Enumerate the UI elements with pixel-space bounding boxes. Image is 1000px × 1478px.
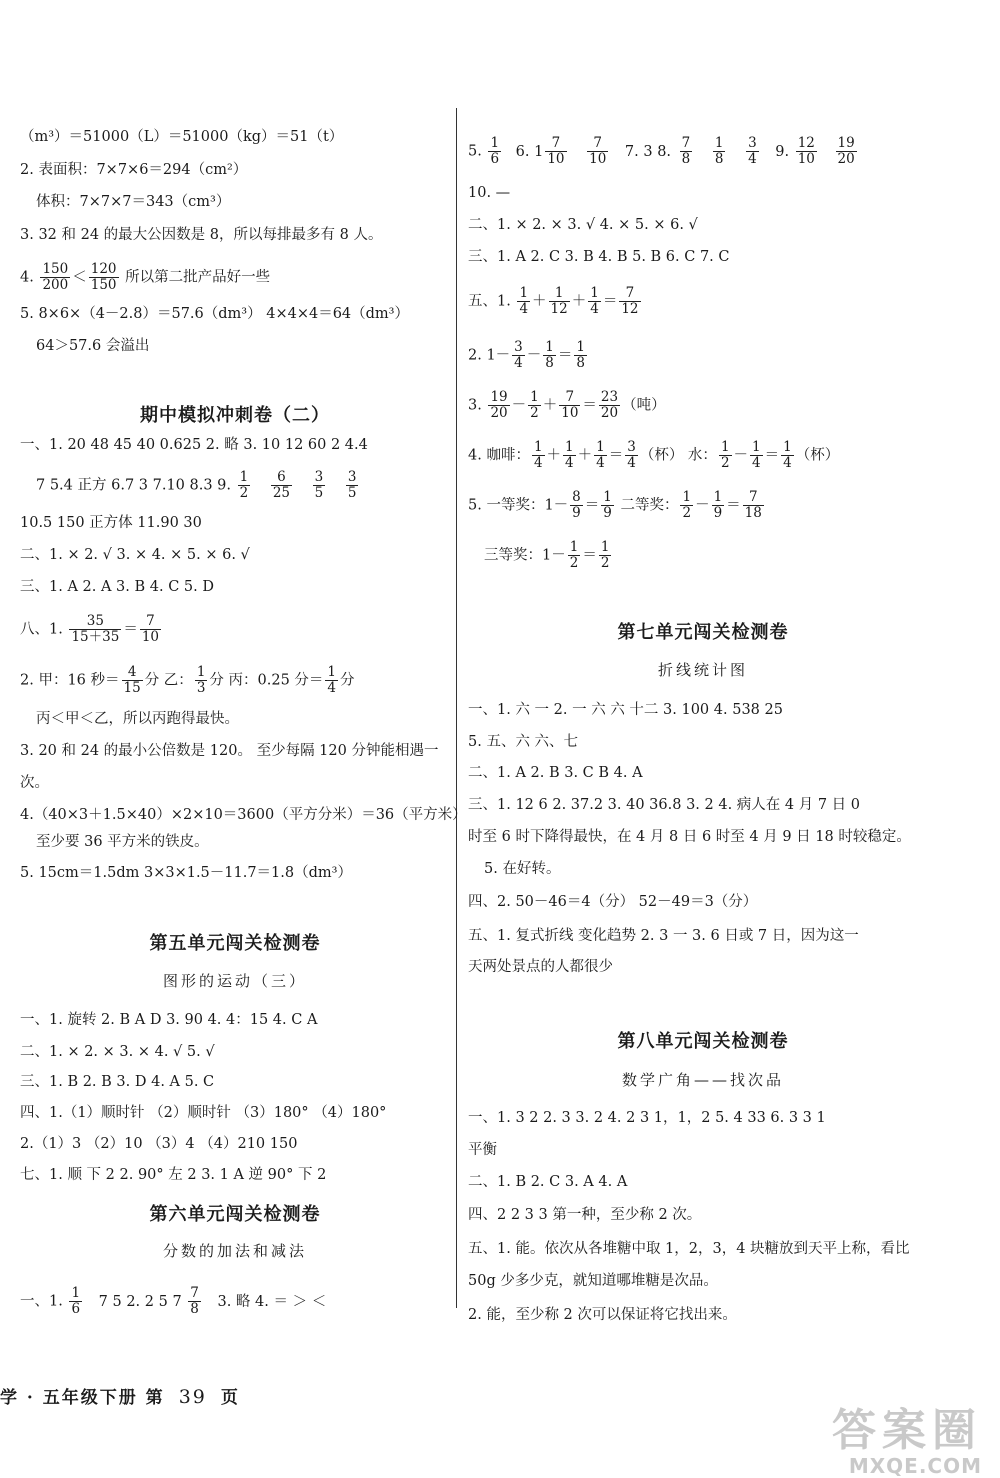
fraction: $\frac{1}{8}$ [714,135,724,167]
answer-line: 一、1. 3 2 2. 3 3. 2 4. 2 3 1，1，2 5. 4 33 6. 3 3 1 [468,1110,826,1126]
answer-line-frac: 3. $\frac{19}{20}$ － $\frac{1}{2}$ ＋ $\frac{7}{10}$ ＝ $\frac{23}{20}$ （吨） [468,389,666,421]
fraction: $\frac{3}{5}$ [314,469,324,501]
page-number: 39 [178,1386,207,1408]
fraction: $\frac{150}{200}$ [42,261,69,293]
answer-line: 2.（1）3 （2）10 （3）4 （4）210 150 [20,1136,298,1152]
answer-line-frac: 5. 一等奖：1－ $\frac{8}{9}$ ＝ $\frac{1}{9}$ 二等奖： $\frac{1}{2}$ － $\frac{1}{9}$ ＝ $\frac{7}{18}$ [468,489,762,521]
answer-line-frac: 三等奖：1－ $\frac{1}{2}$ ＝ $\frac{1}{2}$ [484,539,610,571]
fraction: $\frac{1}{2}$ [569,539,579,571]
answer-line: 10. — [468,185,511,201]
answer-line: 三、1. 12 6 2. 37.2 3. 40 36.8 3. 2 4. 病人在 4 月 7 日 0 [468,797,861,813]
answer-line: 三、1. B 2. B 3. D 4. A 5. C [20,1074,215,1090]
answer-line: 64＞57.6 会溢出 [36,338,150,354]
answer-line: 二、1. × 2. × 3. × 4. √ 5. √ [20,1044,215,1060]
answer-line: 5. 15cm＝1.5dm 3×3×1.5－11.7＝1.8（dm³） [20,865,352,881]
fraction: $\frac{1}{4}$ [590,285,599,317]
answer-line: 5. 在好转。 [484,861,561,877]
answer-line: 四、2. 50－46＝4（分） 52－49＝3（分） [468,894,758,910]
fraction: $\frac{1}{4}$ [533,439,543,471]
answer-line: 3. 20 和 24 的最小公倍数是 120。 至少每隔 120 分钟能相遇一 [20,743,439,759]
watermark-logo: 答案圈 MXQE.COM [832,1405,982,1478]
answer-line: 七、1. 顺 下 2 2. 90° 左 2 3. 1 A 逆 90° 下 2 [20,1167,327,1183]
section-subtitle: 数学广角——找次品 [621,1071,784,1089]
fraction: $\frac{1}{4}$ [596,439,605,471]
fraction: $\frac{1}{6}$ [71,1285,81,1317]
answer-line: 五、1. 能。依次从各堆糖中取 1，2，3，4 块糖放到天平上称，看比 [468,1241,910,1257]
answer-line: 天两处景点的人都很少 [468,959,613,975]
fraction: $\frac{1}{2}$ [682,489,692,521]
answer-line: 二、1. A 2. B 3. C B 4. A [468,765,643,781]
answer-line: 至少要 36 平方米的铁皮。 [36,834,209,850]
fraction: $\frac{6}{25}$ [272,469,291,501]
answer-line-frac: 4. 咖啡： $\frac{1}{4}$ ＋ $\frac{1}{4}$ ＋ $\frac{1}{4}$ ＝ $\frac{3}{4}$ （杯） 水： $\frac{1}{2}$ － $\frac{1}{4}$ ＝ $\frac{1}{4}$ （杯） [468,439,840,471]
answer-line: 三、1. A 2. A 3. B 4. C 5. D [20,579,214,595]
fraction: $\frac{7}{10}$ [589,135,607,167]
section-subtitle: 折线统计图 [657,661,748,679]
answer-line: 体积：7×7×7＝343（cm³） [36,194,231,210]
fraction: $\frac{1}{3}$ [196,664,206,696]
answer-line: 10.5 150 正方体 11.90 30 [20,515,202,531]
answer-line: 3. 32 和 24 的最大公因数是 8，所以每排最多有 8 人。 [20,227,383,243]
page-footer: 学 · 五年级下册 第 39 页 [0,1386,240,1408]
answer-line: （m³）＝51000（L）＝51000（kg）＝51（t） [20,129,344,145]
fraction: $\frac{7}{10}$ [141,613,159,645]
fraction: $\frac{12}{10}$ [797,135,815,167]
answer-line-frac: 2. 甲：16 秒＝ $\frac{4}{15}$ 分 乙： $\frac{1}{3}$ 分 丙：0.25 分＝ $\frac{1}{4}$ 分 [20,664,355,696]
fraction: $\frac{7}{8}$ [681,135,691,167]
fraction: $\frac{1}{8}$ [545,339,554,371]
answer-line-frac: 五、1. $\frac{1}{4}$ ＋ $\frac{1}{12}$ ＋ $\frac{1}{4}$ ＝ $\frac{7}{12}$ [468,285,639,317]
answer-line: 二、1. B 2. C 3. A 4. A [468,1174,628,1190]
answer-line-frac: 7 5.4 正方 6.7 3 7.10 8.3 9. $\frac{1}{2}$ $\frac{6}{25}$ $\frac{3}{5}$ $\frac{3}{5}$ [36,469,357,501]
answer-line-frac: 4. $\frac{150}{200}$ ＜ $\frac{120}{150}$ 所以第二批产品好一些 [20,261,271,293]
fraction: $\frac{1}{12}$ [550,285,568,317]
answer-line: 2. 表面积：7×7×6＝294（cm²） [20,162,248,178]
fraction: $\frac{7}{12}$ [621,285,639,317]
section-title: 第六单元闯关检测卷 [149,1204,321,1225]
fraction: $\frac{1}{6}$ [490,135,500,167]
fraction: $\frac{8}{9}$ [572,489,581,521]
answer-line-frac: 八、1. $\frac{35}{15+35}$ ＝ $\frac{7}{10}$ [20,613,159,645]
section-title: 第八单元闯关检测卷 [617,1031,789,1052]
fraction: $\frac{4}{15}$ [123,664,141,696]
answer-line: 4.（40×3＋1.5×40）×2×10＝3600（平方分米）＝36（平方米） [20,807,467,823]
section-title: 第七单元闯关检测卷 [617,622,789,643]
answer-line: 五、1. 复式折线 变化趋势 2. 3 一 3. 6 日或 7 日，因为这一 [468,928,859,944]
fraction: $\frac{3}{5}$ [347,469,357,501]
column-divider [456,108,457,1308]
answer-line: 二、1. × 2. √ 3. × 4. × 5. × 6. √ [20,547,250,563]
fraction: $\frac{7}{18}$ [744,489,762,521]
answer-line: 次。 [20,775,49,791]
fraction: $\frac{1}{4}$ [519,285,529,317]
answer-line: 一、1. 六 一 2. 一 六 六 十二 3. 100 4. 538 25 [468,702,783,718]
answer-line-frac: 5. $\frac{1}{6}$ 6. 1 $\frac{7}{10}$ $\frac{7}{10}$ 7. 3 8. $\frac{7}{8}$ $\frac{1}{8}$ $\frac{3}{4}$ 9. $\frac{12}{10}$ $\frac{19}{20}$ [468,135,855,167]
fraction: $\frac{1}{4}$ [565,439,574,471]
answer-line-frac: 一、1. $\frac{1}{6}$ 7 5 2. 2 5 7 $\frac{7}{8}$ 3. 略 4. ＝ ＞ ＜ [20,1285,327,1317]
fraction: $\frac{23}{20}$ [600,389,619,421]
section-title: 期中模拟冲刺卷（二） [140,405,330,426]
answer-line: 50g 少多少克，就知道哪堆糖是次品。 [468,1273,718,1289]
fraction: $\frac{7}{8}$ [190,1285,199,1317]
fraction: $\frac{7}{10}$ [561,389,579,421]
answer-line: 一、1. 20 48 45 40 0.625 2. 略 3. 10 12 60 2 4.4 [20,437,368,453]
fraction: $\frac{1}{9}$ [603,489,612,521]
section-title: 第五单元闯关检测卷 [149,933,321,954]
section-subtitle: 图形的运动（三） [162,972,307,990]
answer-line: 四、2 2 3 3 第一种，至少称 2 次。 [468,1207,702,1223]
section-subtitle: 分数的加法和减法 [162,1242,307,1260]
fraction: $\frac{3}{4}$ [627,439,636,471]
answer-line: 5. 五、六 六、七 [468,734,579,750]
fraction: $\frac{19}{20}$ [490,389,508,421]
answer-line: 2. 能，至少称 2 次可以保证将它找出来。 [468,1307,737,1323]
fraction: $\frac{1}{4}$ [783,439,792,471]
fraction: $\frac{1}{2}$ [239,469,249,501]
fraction: $\frac{1}{4}$ [327,664,337,696]
fraction: $\frac{1}{2}$ [530,389,539,421]
fraction: $\frac{1}{8}$ [576,339,585,371]
answer-line: 三、1. A 2. C 3. B 4. B 5. B 6. C 7. C [468,249,730,265]
answer-line: 5. 8×6×（4－2.8）＝57.6（dm³） 4×4×4＝64（dm³） [20,306,409,322]
fraction: $\frac{35}{15+35}$ [71,613,120,645]
fraction: $\frac{1}{4}$ [752,439,761,471]
fraction: $\frac{1}{2}$ [600,539,610,571]
answer-line: 丙＜甲＜乙，所以丙跑得最快。 [36,711,239,727]
answer-line: 时至 6 时下降得最快，在 4 月 8 日 6 时至 4 月 9 日 18 时较稳定。 [468,829,911,845]
fraction: $\frac{3}{4}$ [514,339,523,371]
fraction: $\frac{3}{4}$ [748,135,757,167]
fraction: $\frac{19}{20}$ [837,135,855,167]
fraction: $\frac{7}{10}$ [547,135,565,167]
answer-line: 一、1. 旋转 2. B A D 3. 90 4. 4：15 4. C A [20,1012,318,1028]
fraction: $\frac{120}{150}$ [90,261,117,293]
fraction: $\frac{1}{9}$ [713,489,723,521]
answer-line: 四、1.（1）顺时针 （2）顺时针 （3）180° （4）180° [20,1105,387,1121]
answer-line: 平衡 [468,1142,497,1158]
fraction: $\frac{1}{2}$ [720,439,730,471]
answer-line: 二、1. × 2. × 3. √ 4. × 5. × 6. √ [468,217,698,233]
answer-line-frac: 2. 1－ $\frac{3}{4}$ － $\frac{1}{8}$ ＝ $\frac{1}{8}$ [468,339,585,371]
